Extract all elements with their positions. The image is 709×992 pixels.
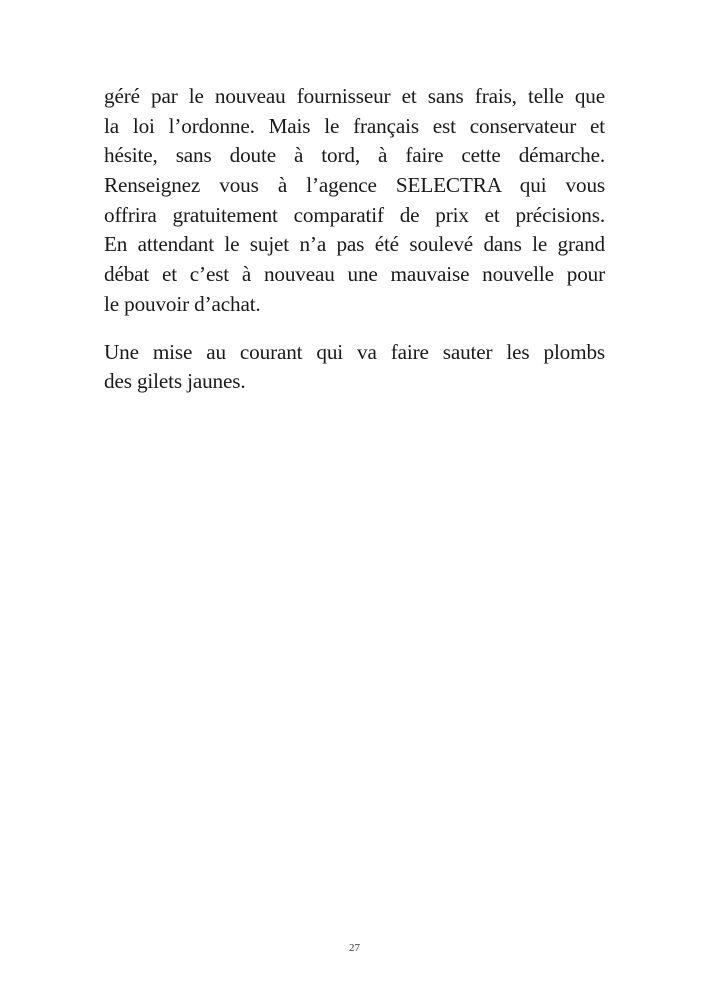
page-number: 27 [349,942,360,954]
text-line: En attendant le sujet n’a pas été soulevé dans le grand [104,232,605,257]
text-line: hésite, sans doute à tord, à faire cette démarche. [104,143,605,168]
text-line: géré par le nouveau fournisseur et sans frais, telle que [104,84,605,108]
text-line: Une mise au courant qui va faire sauter les plombs [104,339,605,364]
paragraph-spacer [104,320,605,338]
paragraph-1 [104,82,605,320]
text-line: Renseignez vous à l’agence SELECTRA qui vous [104,173,605,198]
text-line: débat et c’est à nouveau une mauvaise nouvelle pour [104,262,605,287]
text-line: la loi l’ordonne. Mais le français est conservateur et [104,113,605,138]
text-line: offrira gratuitement comparatif de prix et précisions. [104,202,605,227]
text-line: des gilets jaunes. [104,369,246,394]
paragraph-2 [104,338,605,397]
body-text [104,82,605,397]
text-line: le pouvoir d’achat. [104,291,261,316]
